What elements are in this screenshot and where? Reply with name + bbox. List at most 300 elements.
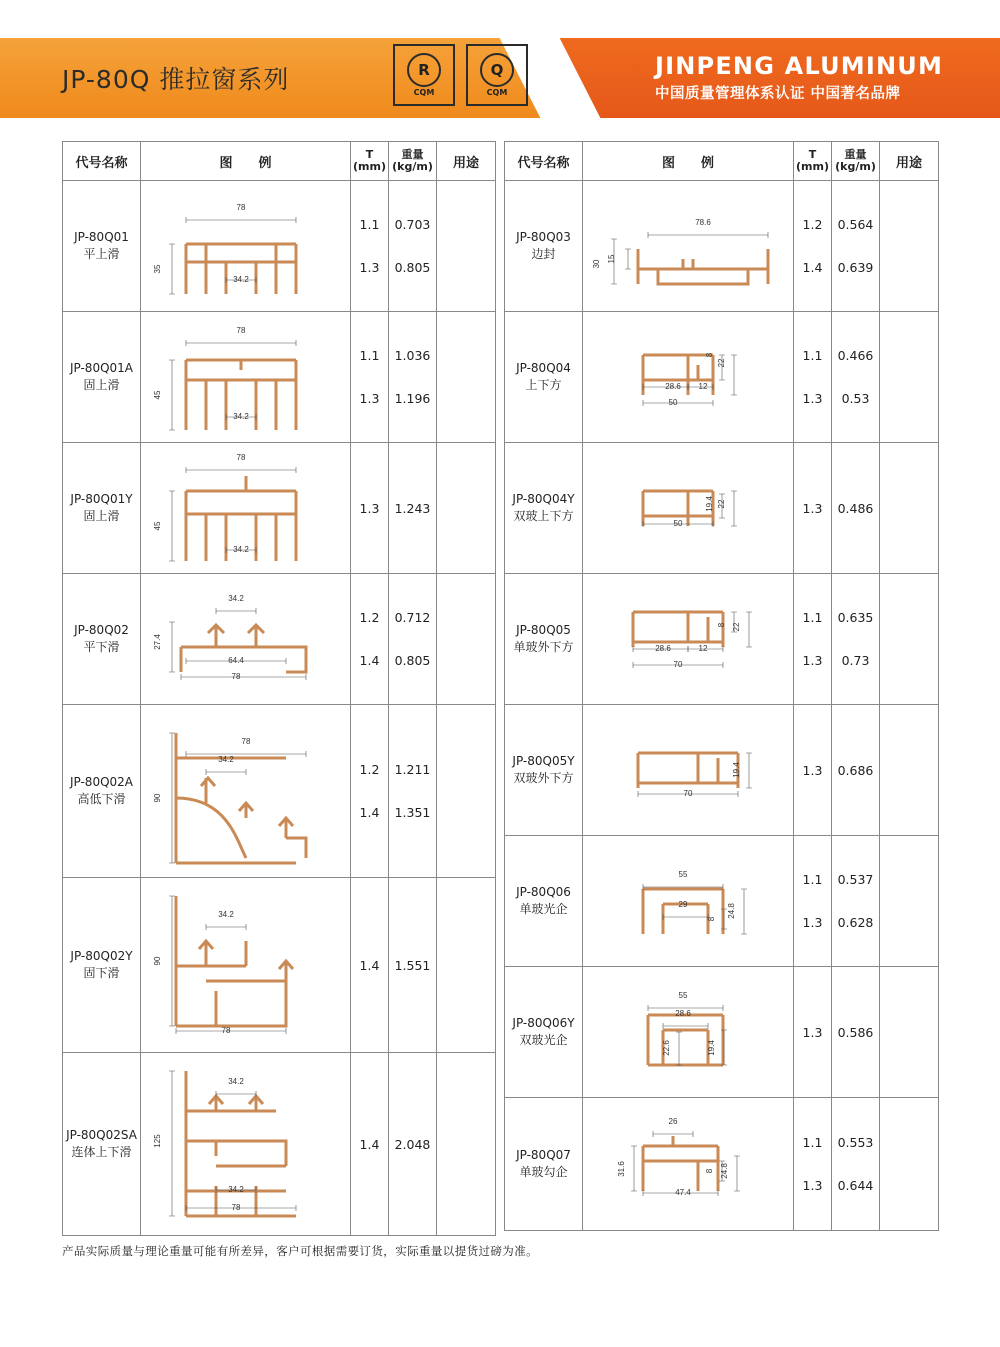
dimension-label: 64.4 [227,655,244,665]
product-code: JP-80Q04Y [512,492,575,506]
dimension-line [206,924,246,930]
dimension-line [631,1146,637,1191]
profile-outline [186,1071,296,1216]
product-name: 单玻勾企 [519,1165,568,1179]
weight-value: 0.712 [394,610,431,625]
weight-cell [832,1098,880,1231]
weight-value: 0.805 [394,260,431,275]
weight-cell [389,181,437,312]
thickness-value: 1.3 [802,500,823,516]
cert-q-text: CQM [486,88,508,97]
dimension-label: 22 [732,622,741,631]
product-name: 固下滑 [83,966,120,980]
dimension-label: 70 [683,788,693,798]
right-table-header [505,142,939,181]
table-row [505,443,939,574]
table-row [63,312,496,443]
thickness-cell [351,312,389,443]
dimension-line [676,1032,682,1065]
thickness-value: 1.3 [359,391,380,406]
dimension-line [169,244,175,294]
table-row [505,967,939,1098]
thickness-cell [794,1098,832,1231]
profile-drawing [588,577,788,702]
product-code: JP-80Q02Y [70,949,133,963]
profile-drawing [146,708,346,875]
product-code-cell [63,181,141,312]
product-code-cell [63,443,141,574]
weight-cell [832,312,880,443]
weight-value: 1.196 [394,391,431,406]
product-code-cell [505,1098,583,1231]
profile-drawing [588,184,788,309]
dimension-label: 78 [221,1025,230,1035]
dimension-line [169,622,175,672]
product-code: JP-80Q01Y [70,492,133,506]
table-row [505,574,939,705]
dimension-line [186,1202,296,1212]
profile-drawing [146,315,346,440]
profile-drawing [146,184,346,309]
product-code-cell [63,705,141,878]
dimension-line [169,733,175,863]
dimension-label: 8 [705,1168,714,1173]
product-code: JP-80Q02 [74,623,129,637]
usage-cell [880,443,939,574]
dimension-label: 27.4 [152,633,162,650]
weight-cell [389,878,437,1053]
table-row [505,181,939,312]
profile-figure-cell [141,705,351,878]
col-thickness-header: T (mm) [794,142,832,181]
usage-cell [880,574,939,705]
product-code-cell [505,836,583,967]
thickness-value: 1.1 [802,348,823,363]
dimension-label: 47.4 [675,1187,691,1197]
dimension-line [169,360,175,430]
weight-value: 0.553 [837,1135,874,1150]
footer-note: 产品实际质量与理论重量可能有所差异，客户可根据需要订货，实际重量以提货过磅为准。 [62,1244,538,1258]
product-name: 单玻光企 [519,902,568,916]
profile-outline [643,889,723,934]
thickness-value: 1.2 [359,762,380,777]
weight-value: 2.048 [394,1136,431,1152]
product-name: 高低下滑 [77,792,126,806]
dimension-label: 19.4 [705,495,714,512]
table-row [63,1053,496,1236]
usage-cell [437,574,496,705]
usage-cell [880,705,939,836]
cqm-r-cert-logo [393,44,455,106]
table-row [505,836,939,967]
thickness-value: 1.3 [359,500,380,516]
col-thickness-header: T (mm) [351,142,389,181]
thickness-value: 1.4 [802,260,823,275]
product-code: JP-80Q06Y [512,1016,575,1030]
profile-drawing [146,446,346,571]
profile-figure-cell [583,967,794,1098]
dimension-label: 34.2 [217,909,234,919]
thickness-value: 1.3 [359,260,380,275]
dimension-line [216,1091,256,1097]
dimension-label: 78 [231,1202,240,1212]
table-row [505,705,939,836]
weight-value: 0.586 [837,1024,874,1040]
weight-value: 1.551 [394,957,431,973]
table-row [505,1098,939,1231]
dimension-label: 78 [241,736,250,746]
dimension-label: 8 [705,352,714,357]
dimension-line [186,751,306,757]
profile-figure-cell [141,1053,351,1236]
product-code-cell [505,574,583,705]
profile-figure-cell [141,181,351,312]
dimension-label: 45 [152,390,162,399]
dimension-line [734,1156,740,1191]
dimension-label: 8 [717,622,726,627]
product-code: JP-80Q04 [516,361,571,375]
product-code: JP-80Q05Y [512,754,575,768]
dimension-label: 50 [673,518,683,528]
product-code-cell [63,574,141,705]
profile-figure-cell [141,574,351,705]
profile-outline [633,612,723,647]
brand-slogan: 中国质量管理体系认证 中国著名品牌 [655,86,901,102]
col-weight-header: 重量 (kg/m) [389,142,437,181]
weight-value: 0.537 [837,872,874,887]
dimension-label: 12 [698,643,708,653]
weight-cell [832,705,880,836]
weight-value: 0.628 [837,915,874,930]
weight-cell [832,967,880,1098]
usage-cell [437,878,496,1053]
col-code-header: 代号名称 [63,142,141,181]
left-table-header [63,142,496,181]
dimension-line [176,1025,286,1035]
thickness-cell [794,967,832,1098]
dimension-label: 55 [678,990,688,1000]
dimension-line [206,769,246,775]
dimension-label: 34.2 [217,754,234,764]
profile-outline [176,733,306,863]
usage-cell [437,1053,496,1236]
usage-cell [437,443,496,574]
weight-value: 0.53 [841,391,870,406]
table-row [63,878,496,1053]
product-code: JP-80Q06 [516,885,571,899]
thickness-cell [794,312,832,443]
cert-r-letter: R [407,53,441,87]
profile-figure-cell [583,443,794,574]
col-usage-header: 用途 [437,142,496,181]
dimension-label: 78 [236,202,245,212]
thickness-value: 1.4 [359,805,380,820]
cert-q-letter: Q [480,53,514,87]
profile-drawing [146,881,346,1050]
thickness-cell [794,836,832,967]
dimension-label: 90 [152,956,162,965]
weight-value: 1.211 [394,762,431,777]
dimension-label: 28.6 [665,381,681,391]
cqm-q-cert-logo [466,44,528,106]
weight-cell [389,705,437,878]
profile-figure-cell [583,1098,794,1231]
product-name: 双玻上下方 [513,509,574,523]
thickness-cell [351,181,389,312]
dimension-label: 125 [152,1133,162,1148]
header-banner [0,38,1000,118]
weight-cell [389,1053,437,1236]
dimension-line [746,753,752,788]
dimension-line [169,896,175,1026]
usage-cell [437,705,496,878]
thickness-value: 1.2 [359,610,380,625]
col-figure-header: 图 例 [583,142,794,181]
weight-value: 0.564 [837,217,874,232]
dimension-label: 34.2 [227,593,244,603]
weight-value: 1.036 [394,348,431,363]
thickness-cell [351,878,389,1053]
dimension-line [169,1071,175,1216]
dimension-label: 34.2 [232,411,249,421]
product-code: JP-80Q02A [69,775,134,789]
dimension-label: 90 [152,793,162,802]
thickness-value: 1.3 [802,1178,823,1193]
dimension-label: 19.4 [707,1039,716,1056]
col-code-header: 代号名称 [505,142,583,181]
dimension-line [663,1023,708,1029]
dimension-label: 19.4 [732,761,741,778]
dimension-label: 35 [152,264,162,273]
dimension-label: 78.6 [695,217,711,227]
usage-cell [880,836,939,967]
dimension-label: 22.6 [662,1039,671,1056]
product-code: JP-80Q05 [516,623,571,637]
profile-drawing [588,446,788,571]
dimension-line [731,491,737,526]
profile-drawing [146,1056,346,1233]
dimension-line [186,340,296,346]
profile-drawing [588,315,788,440]
dimension-label: 78 [236,452,245,462]
usage-cell [880,967,939,1098]
usage-cell [880,312,939,443]
dimension-label: 28.6 [675,1008,691,1018]
product-name: 边封 [531,247,556,261]
dimension-label: 34.2 [227,1076,244,1086]
weight-value: 1.351 [394,805,431,820]
table-row [63,705,496,878]
dimension-label: 22 [717,358,726,367]
product-code-cell [63,1053,141,1236]
product-name: 平下滑 [83,640,120,654]
col-weight-header: 重量 (kg/m) [832,142,880,181]
thickness-cell [794,574,832,705]
dimension-label: 34.2 [227,1184,244,1194]
dimension-line [746,612,752,647]
product-name: 双玻光企 [519,1033,568,1047]
thickness-cell [794,705,832,836]
dimension-label: 22 [717,499,726,508]
dimension-line [731,355,737,395]
weight-cell [832,443,880,574]
dimension-line [181,671,306,681]
weight-value: 0.644 [837,1178,874,1193]
profile-drawing [146,577,346,702]
thickness-value: 1.1 [802,872,823,887]
left-spec-table [62,141,496,1236]
dimension-label: 30 [592,259,601,268]
dimension-label: 50 [668,397,678,407]
product-code-cell [505,443,583,574]
table-row [63,574,496,705]
dimension-line [216,608,256,614]
thickness-value: 1.2 [802,217,823,232]
product-code-cell [505,967,583,1098]
profile-figure-cell [583,574,794,705]
cert-r-text: CQM [413,88,435,97]
product-name: 连体上下滑 [71,1145,132,1159]
profile-figure-cell [583,181,794,312]
product-code: JP-80Q01A [69,361,134,375]
weight-value: 0.486 [837,500,874,516]
profile-outline [176,896,293,1026]
product-name: 固上滑 [83,378,120,392]
product-code: JP-80Q07 [516,1148,571,1162]
profile-outline [638,753,738,788]
dimension-label: 29 [678,899,688,909]
profile-outline [648,1015,723,1065]
weight-value: 0.805 [394,653,431,668]
weight-value: 0.73 [841,653,870,668]
dimension-label: 15 [607,254,616,263]
table-row [63,181,496,312]
weight-cell [832,836,880,967]
thickness-value: 1.1 [359,217,380,232]
dimension-label: 24.8 [727,902,736,919]
thickness-value: 1.4 [359,957,380,973]
usage-cell [880,1098,939,1231]
profile-outline [643,1136,718,1191]
profile-drawing [588,1101,788,1228]
dimension-line [169,491,175,561]
profile-figure-cell [583,312,794,443]
thickness-value: 1.3 [802,915,823,930]
product-name: 固上滑 [83,509,120,523]
dimension-line [741,889,747,934]
right-spec-table [504,141,939,1231]
dimension-line [186,467,296,473]
dimension-label: 55 [678,869,688,879]
dimension-label: 78 [231,671,240,681]
product-code-cell [505,312,583,443]
thickness-value: 1.1 [802,1135,823,1150]
product-code-cell [63,312,141,443]
thickness-value: 1.4 [359,1136,380,1152]
profile-drawing [588,970,788,1095]
weight-cell [832,574,880,705]
dimension-label: 26 [668,1116,678,1126]
thickness-cell [351,574,389,705]
dimension-label: 8 [707,916,716,921]
product-name: 双玻外下方 [513,771,574,785]
weight-cell [389,312,437,443]
product-code: JP-80Q02SA [66,1128,137,1142]
thickness-value: 1.1 [359,348,380,363]
weight-value: 0.466 [837,348,874,363]
product-name: 上下方 [525,378,562,392]
dimension-label: 34.2 [232,544,249,554]
thickness-value: 1.3 [802,653,823,668]
dimension-label: 28.6 [655,643,671,653]
thickness-value: 1.3 [802,1024,823,1040]
profile-outline [186,244,296,294]
thickness-cell [351,1053,389,1236]
thickness-value: 1.3 [802,391,823,406]
dimension-label: 31.6 [617,1160,626,1177]
dimension-line [648,232,768,238]
dimension-label: 45 [152,521,162,530]
profile-figure-cell [141,878,351,1053]
thickness-cell [351,705,389,878]
product-name: 单玻外下方 [513,640,574,654]
product-code-cell [505,181,583,312]
usage-cell [437,181,496,312]
table-row [63,443,496,574]
profile-outline [638,249,768,284]
profile-figure-cell [583,705,794,836]
weight-cell [389,443,437,574]
weight-value: 0.703 [394,217,431,232]
profile-figure-cell [583,836,794,967]
product-code: JP-80Q01 [74,230,129,244]
table-row [505,312,939,443]
weight-value: 0.639 [837,260,874,275]
usage-cell [880,181,939,312]
usage-cell [437,312,496,443]
profile-drawing [588,839,788,964]
profile-figure-cell [141,443,351,574]
dimension-line [643,397,713,407]
product-code: JP-80Q03 [516,230,571,244]
thickness-cell [351,443,389,574]
profile-drawing [588,708,788,833]
series-title: JP-80Q 推拉窗系列 [62,65,290,94]
dimension-line [663,914,708,920]
dimension-label: 12 [698,381,708,391]
weight-cell [389,574,437,705]
dimension-label: 34.2 [232,274,249,284]
thickness-value: 1.1 [802,610,823,625]
weight-value: 0.686 [837,762,874,778]
product-code-cell [63,878,141,1053]
thickness-cell [794,181,832,312]
thickness-value: 1.4 [359,653,380,668]
dimension-label: 70 [673,659,683,669]
weight-value: 0.635 [837,610,874,625]
product-name: 平上滑 [83,247,120,261]
dimension-label: 78 [236,325,245,335]
dimension-label: 24.8 [720,1162,729,1179]
weight-value: 1.243 [394,500,431,516]
thickness-cell [794,443,832,574]
profile-figure-cell [141,312,351,443]
weight-cell [832,181,880,312]
dimension-line [625,249,631,269]
col-usage-header: 用途 [880,142,939,181]
product-code-cell [505,705,583,836]
brand-name: JINPENG ALUMINUM [655,52,944,80]
